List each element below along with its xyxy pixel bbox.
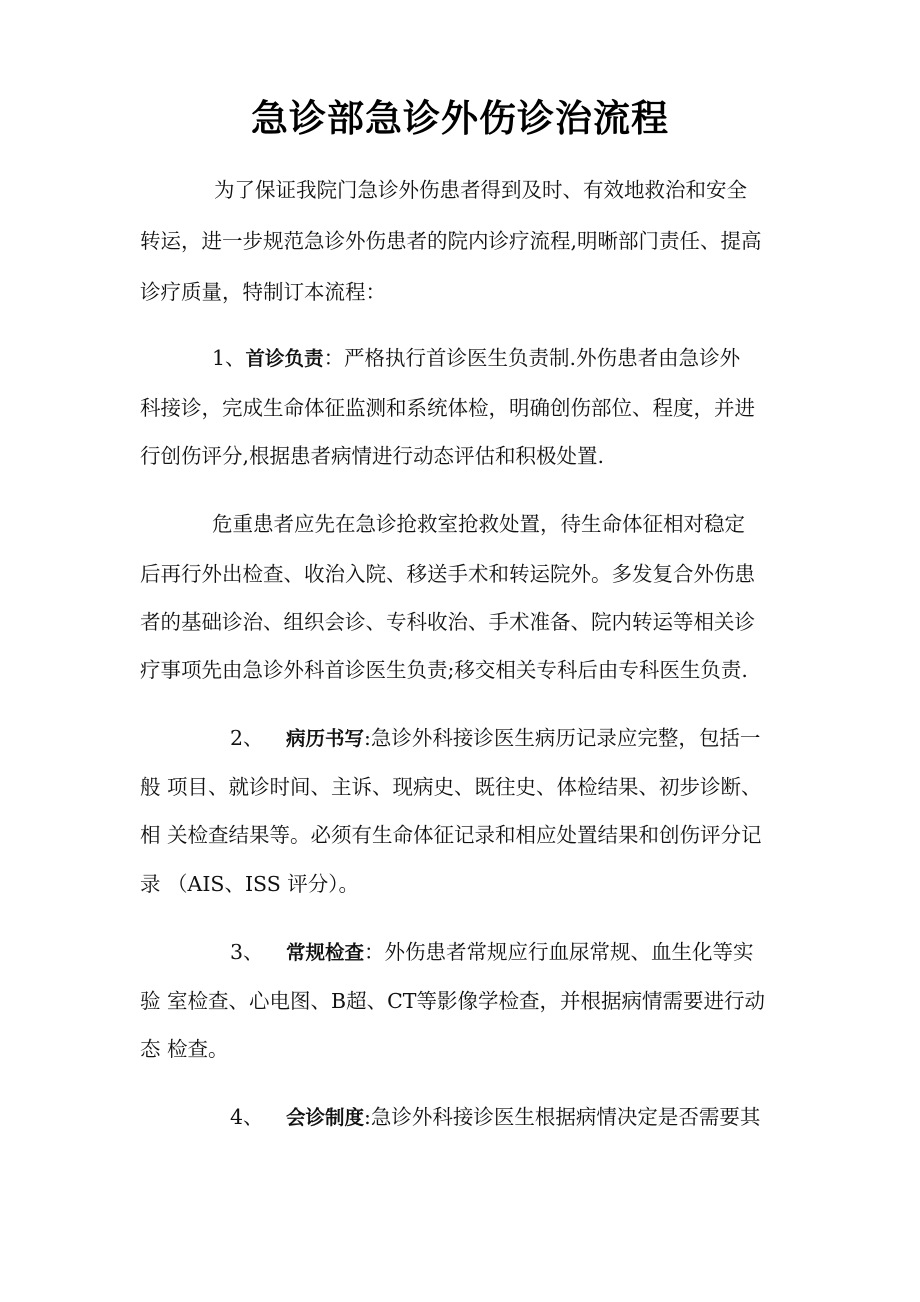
intro-line: 为了保证我院门急诊外伤患者得到及时、有效地救治和安全 xyxy=(214,178,747,202)
section-2-line: 般 项目、就诊时间、主诉、现病史、既往史、体检结果、初步诊断、 xyxy=(140,775,762,799)
section-1-line: 科接诊，完成生命体征监测和系统体检，明确创伤部位、程度，并进 xyxy=(140,396,755,420)
section-3-text: ：外伤患者常规应行血尿常规、血生化等实 xyxy=(364,940,754,964)
section-2-text: :急诊外科接诊医生病历记录应完整，包括一 xyxy=(364,726,761,750)
intro-line: 诊疗质量，特制订本流程： xyxy=(140,280,386,304)
section-4-first-line xyxy=(230,1104,760,1131)
section-2-heading: 病历书写 xyxy=(286,727,365,750)
section-3-number: 3、 xyxy=(230,940,264,964)
section-1-detail-line: 者的基础诊治、组织会诊、专科收治、手术准备、院内转运等相关诊 xyxy=(140,610,755,634)
section-2-number: 2、 xyxy=(230,726,264,750)
section-3-line: 验 室检查、心电图、B超、CT等影像学检查，并根据病情需要进行动 xyxy=(140,989,765,1013)
section-4-number: 4、 xyxy=(230,1105,264,1129)
section-1-heading: 首诊负责 xyxy=(245,347,324,370)
section-1-first-line xyxy=(212,345,740,372)
intro-line: 转运，进一步规范急诊外伤患者的院内诊疗流程,明晰部门责任、提高 xyxy=(140,229,762,253)
section-4-heading: 会诊制度 xyxy=(286,1106,365,1129)
section-1-text: ：严格执行首诊医生负责制.外伤患者由急诊外 xyxy=(323,346,741,370)
section-3-line: 态 检查。 xyxy=(140,1037,229,1061)
section-1-line: 行创伤评分,根据患者病情进行动态评估和积极处置. xyxy=(140,444,605,468)
section-1-number: 1、 xyxy=(212,346,246,370)
section-2-line: 相 关检查结果等。必须有生命体征记录和相应处置结果和创伤评分记 xyxy=(140,823,762,847)
section-1-detail-line: 疗事项先由急诊外科首诊医生负责;移交相关专科后由专科医生负责. xyxy=(140,658,748,682)
section-2-first-line xyxy=(230,725,760,752)
document-title: 急诊部急诊外伤诊治流程 xyxy=(251,97,669,140)
section-1-detail-line: 危重患者应先在急诊抢救室抢救处置，待生命体征相对稳定 xyxy=(212,512,745,536)
section-1-detail-line: 后再行外出检查、收治入院、移送手术和转运院外。多发复合外伤患 xyxy=(140,562,755,586)
section-3-first-line xyxy=(230,939,754,966)
section-3-heading: 常规检查 xyxy=(286,941,365,964)
section-4-text: :急诊外科接诊医生根据病情决定是否需要其 xyxy=(364,1105,761,1129)
section-2-line: 录 （AIS、ISS 评分）。 xyxy=(140,872,360,896)
